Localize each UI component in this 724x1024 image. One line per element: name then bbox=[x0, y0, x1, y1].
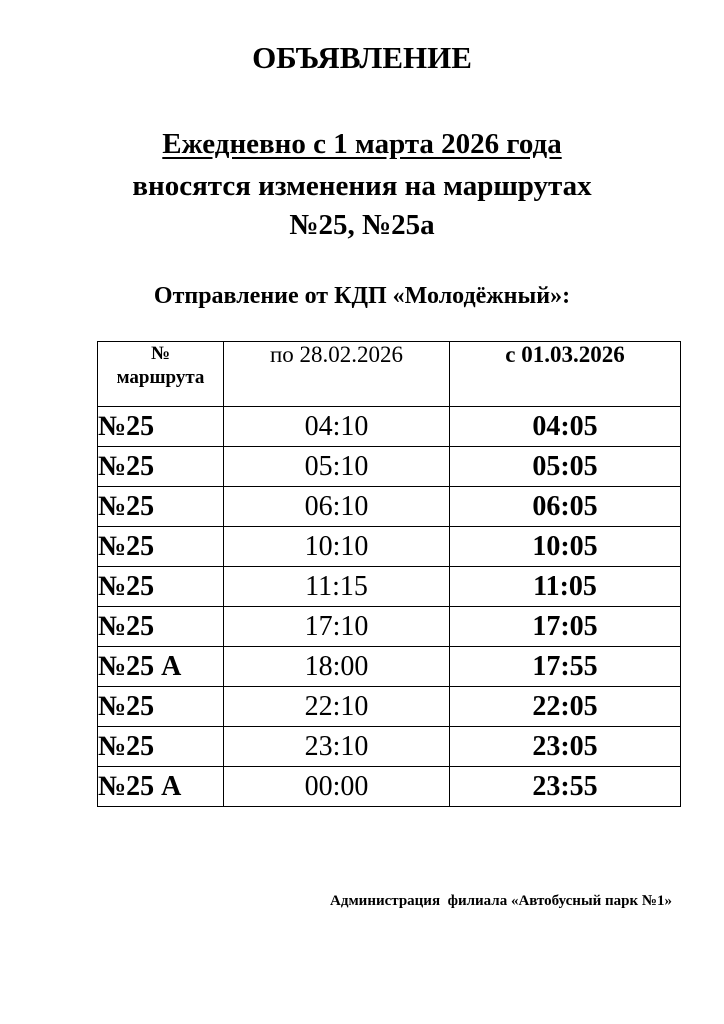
page-title: ОБЪЯВЛЕНИЕ bbox=[252, 40, 472, 75]
table-header-row bbox=[98, 342, 681, 407]
old-time-cell: 06:10 bbox=[224, 487, 450, 527]
new-time-cell: 10:05 bbox=[450, 527, 681, 567]
old-time-cell: 00:00 bbox=[224, 767, 450, 807]
table-row bbox=[98, 767, 681, 807]
route-cell: №25 bbox=[98, 727, 224, 767]
new-time-cell: 22:05 bbox=[450, 687, 681, 727]
header-old: по 28.02.2026 bbox=[224, 342, 450, 407]
route-cell: №25 А bbox=[98, 767, 224, 807]
route-cell: №25 bbox=[98, 407, 224, 447]
schedule-table bbox=[97, 341, 681, 807]
table-row bbox=[98, 687, 681, 727]
route-cell: №25 bbox=[98, 487, 224, 527]
new-time-cell: 23:05 bbox=[450, 727, 681, 767]
header-new: с 01.03.2026 bbox=[450, 342, 681, 407]
new-time-cell: 11:05 bbox=[450, 567, 681, 607]
old-time-cell: 11:15 bbox=[224, 567, 450, 607]
new-time-cell: 17:05 bbox=[450, 607, 681, 647]
header-route-line1: № bbox=[150, 343, 171, 364]
announcement-routes: №25, №25а bbox=[289, 209, 435, 241]
announcement-text: вносятся изменения на маршрутах bbox=[132, 170, 592, 202]
route-cell: №25 А bbox=[98, 647, 224, 687]
table-row bbox=[98, 727, 681, 767]
route-cell: №25 bbox=[98, 527, 224, 567]
table-row bbox=[98, 407, 681, 447]
new-time-cell: 17:55 bbox=[450, 647, 681, 687]
old-time-cell: 17:10 bbox=[224, 607, 450, 647]
table-row bbox=[98, 487, 681, 527]
old-time-cell: 18:00 bbox=[224, 647, 450, 687]
old-time-cell: 23:10 bbox=[224, 727, 450, 767]
new-time-cell: 05:05 bbox=[450, 447, 681, 487]
announcement-date bbox=[0, 126, 724, 162]
route-cell: №25 bbox=[98, 447, 224, 487]
new-time-cell: 06:05 bbox=[450, 487, 681, 527]
table-row bbox=[98, 607, 681, 647]
route-cell: №25 bbox=[98, 567, 224, 607]
route-cell: №25 bbox=[98, 687, 224, 727]
old-time-cell: 04:10 bbox=[224, 407, 450, 447]
table-row bbox=[98, 447, 681, 487]
departure-label: Отправление от КДП «Молодёжный»: bbox=[153, 283, 571, 309]
old-time-cell: 10:10 bbox=[224, 527, 450, 567]
new-time-cell: 23:55 bbox=[450, 767, 681, 807]
header-route-line2: маршрута bbox=[116, 367, 205, 388]
old-time-cell: 05:10 bbox=[224, 447, 450, 487]
table-row bbox=[98, 647, 681, 687]
announcement-date-text: Ежедневно с 1 марта 2026 года bbox=[162, 128, 562, 160]
table-row bbox=[98, 567, 681, 607]
old-time-cell: 22:10 bbox=[224, 687, 450, 727]
table-row bbox=[98, 527, 681, 567]
new-time-cell: 04:05 bbox=[450, 407, 681, 447]
header-route bbox=[98, 342, 224, 407]
footer-signature: Администрация филиала «Автобусный парк №1» bbox=[330, 893, 672, 909]
route-cell: №25 bbox=[98, 607, 224, 647]
